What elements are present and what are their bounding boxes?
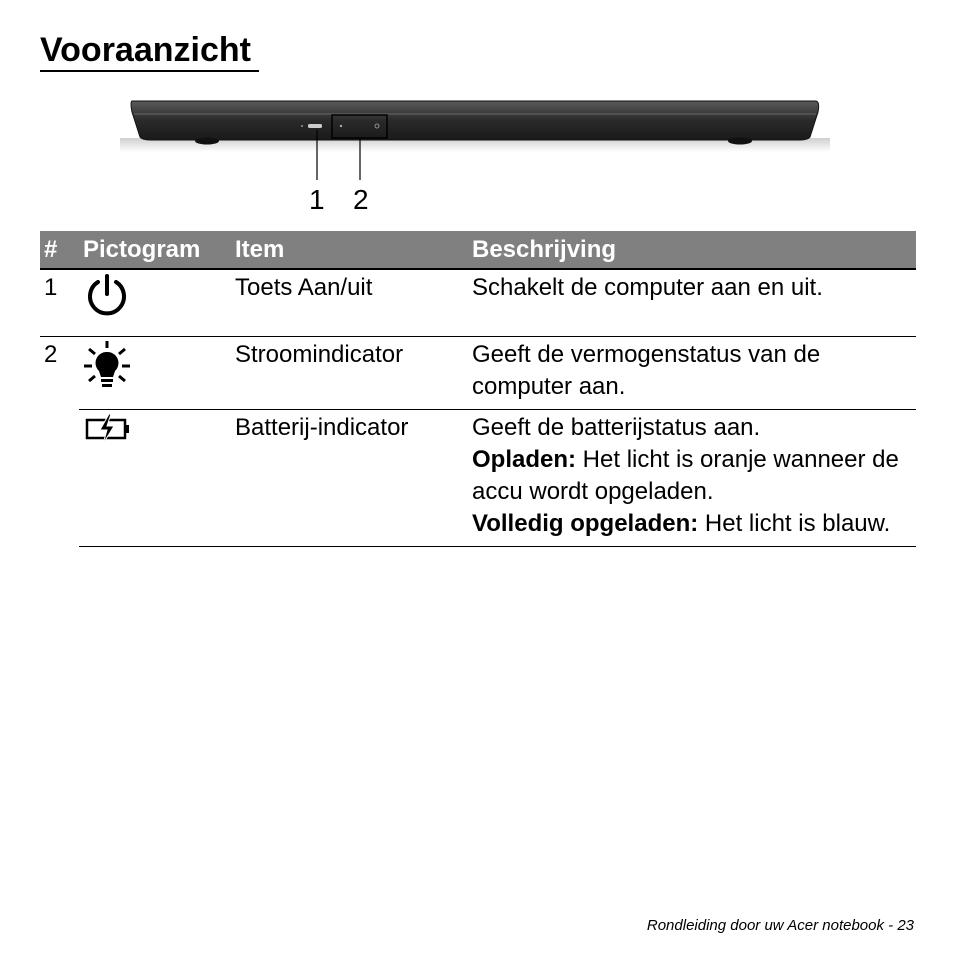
power-button-marker xyxy=(308,124,322,128)
note-label: Opladen: xyxy=(472,445,577,473)
callout-1: 1 xyxy=(309,184,325,215)
power-icon xyxy=(83,272,131,327)
row-number: 1 xyxy=(40,269,79,336)
item-name: Stroomindicator xyxy=(231,336,468,409)
item-description: Schakelt de computer aan en uit. xyxy=(468,269,916,336)
laptop-front-illustration xyxy=(110,92,840,222)
callout-2: 2 xyxy=(353,184,369,215)
charging-note xyxy=(472,444,912,508)
table-row xyxy=(40,269,916,336)
item-description: Geeft de vermogenstatus van de computer aan. xyxy=(468,336,916,409)
item-description: Geeft de batterijstatus aan. xyxy=(472,413,761,441)
header-icon: Pictogram xyxy=(79,231,231,269)
icon-cell xyxy=(79,409,231,546)
icon-cell xyxy=(79,269,231,336)
page-title: Vooraanzicht xyxy=(40,30,259,72)
header-num: # xyxy=(40,231,79,269)
page-number: 23 xyxy=(897,917,914,934)
item-name: Toets Aan/uit xyxy=(231,269,468,336)
footer-text: Rondleiding door uw Acer notebook - xyxy=(646,917,898,934)
note-label: Volledig opgeladen: xyxy=(472,509,699,537)
item-name: Batterij-indicator xyxy=(231,409,468,546)
table-row xyxy=(40,409,916,546)
header-description: Beschrijving xyxy=(468,231,916,269)
header-item: Item xyxy=(231,231,468,269)
battery-charging-icon xyxy=(83,412,133,455)
bulb-icon xyxy=(83,339,131,400)
item-description-cell xyxy=(468,409,916,546)
page-footer xyxy=(647,917,914,934)
fully-charged-note xyxy=(472,508,912,540)
note-text: Het licht is blauw. xyxy=(698,509,891,537)
front-view-table xyxy=(40,231,916,547)
table-row xyxy=(40,336,916,409)
row-number: 2 xyxy=(44,340,58,368)
icon-cell xyxy=(79,336,231,409)
table-header-row xyxy=(40,231,916,269)
note-text: Het licht is oranje wanneer de accu wordt opgeladen. xyxy=(472,445,899,505)
